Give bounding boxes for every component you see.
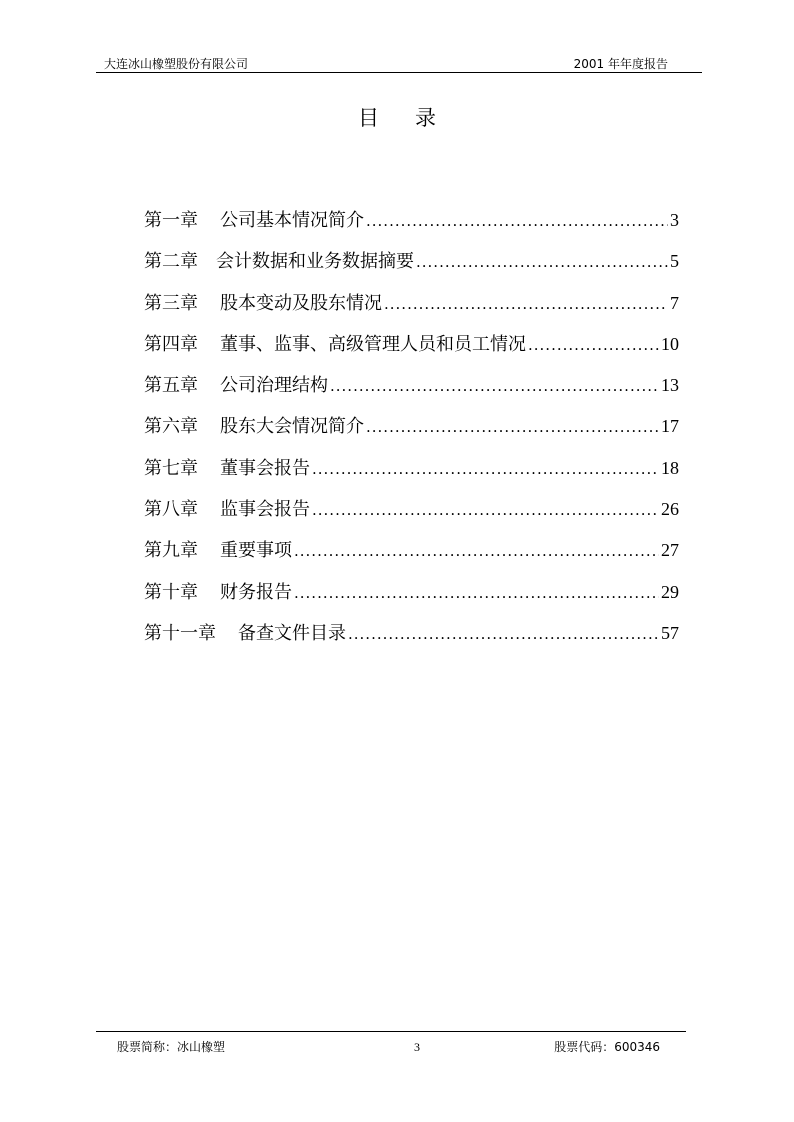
toc-entry[interactable]: [144, 330, 679, 371]
toc-page-number: 26: [661, 499, 679, 520]
toc-chapter-number: 第七章: [144, 457, 198, 479]
toc-page-number: 29: [661, 581, 679, 602]
toc-entry[interactable]: [144, 247, 679, 288]
toc-chapter-number: 第五章: [144, 375, 198, 397]
page-title: 目录: [358, 106, 472, 130]
toc-entry[interactable]: [144, 206, 679, 247]
toc-chapter-number: 第九章: [144, 540, 198, 562]
toc-chapter-number: 第一章: [144, 210, 198, 231]
toc-chapter-title: 公司治理结构: [220, 375, 328, 397]
toc-chapter-title: 监事会报告: [220, 499, 310, 521]
toc-entry[interactable]: [144, 495, 679, 536]
table-of-contents: [144, 206, 679, 660]
toc-entry[interactable]: [144, 578, 679, 619]
toc-chapter-number: 第十章: [144, 581, 198, 603]
toc-leader-dots: [366, 418, 659, 436]
toc-leader-dots: [348, 625, 659, 643]
toc-leader-dots: [366, 212, 668, 230]
toc-leader-dots: [330, 377, 659, 395]
toc-page-number: 57: [661, 622, 679, 643]
toc-page-number: 18: [661, 457, 679, 478]
toc-chapter-number: 第八章: [144, 499, 198, 521]
toc-leader-dots: [528, 336, 659, 354]
footer-divider: [96, 1031, 686, 1032]
footer-stock-code: 股票代码：600346: [554, 1040, 660, 1054]
toc-leader-dots: [294, 584, 659, 602]
toc-page-number: 10: [661, 333, 679, 354]
toc-chapter-title: 股本变动及股东情况: [220, 292, 382, 314]
footer-page-number: 3: [414, 1040, 420, 1054]
toc-chapter-title: 备查文件目录: [238, 622, 346, 644]
toc-entry[interactable]: [144, 454, 679, 495]
toc-page-number: 27: [661, 540, 679, 561]
header-divider: [96, 72, 702, 73]
toc-page-number: 13: [661, 375, 679, 396]
toc-leader-dots: [312, 501, 659, 519]
header-company-name: 大连冰山橡塑股份有限公司: [104, 57, 249, 71]
toc-entry[interactable]: [144, 536, 679, 577]
toc-chapter-title: 公司基本情况简介: [220, 210, 364, 231]
toc-page-number: 3: [670, 210, 679, 230]
toc-page-number: 5: [670, 251, 679, 272]
toc-entry[interactable]: [144, 289, 679, 330]
toc-leader-dots: [416, 253, 668, 271]
toc-leader-dots: [312, 460, 659, 478]
header-report-title: 2001 年年度报告: [573, 57, 668, 71]
toc-entry[interactable]: [144, 371, 679, 412]
toc-chapter-title: 股东大会情况简介: [220, 416, 364, 438]
footer-stock-name: 股票简称：冰山橡塑: [117, 1040, 226, 1054]
toc-chapter-title: 董事会报告: [220, 457, 310, 479]
toc-leader-dots: [384, 295, 668, 313]
toc-chapter-title: 重要事项: [220, 540, 292, 562]
toc-chapter-title: 会计数据和业务数据摘要: [216, 251, 414, 273]
toc-page-number: 7: [670, 292, 679, 313]
toc-chapter-title: 财务报告: [220, 581, 292, 603]
toc-chapter-title: 董事、监事、高级管理人员和员工情况: [220, 333, 526, 355]
toc-page-number: 17: [661, 416, 679, 437]
toc-leader-dots: [294, 542, 659, 560]
toc-entry[interactable]: [144, 412, 679, 453]
toc-chapter-number: 第十一章: [144, 622, 216, 644]
toc-chapter-number: 第三章: [144, 292, 198, 314]
toc-entry[interactable]: [144, 619, 679, 660]
toc-chapter-number: 第六章: [144, 416, 198, 438]
toc-chapter-number: 第四章: [144, 333, 198, 355]
toc-chapter-number: 第二章: [144, 251, 198, 273]
